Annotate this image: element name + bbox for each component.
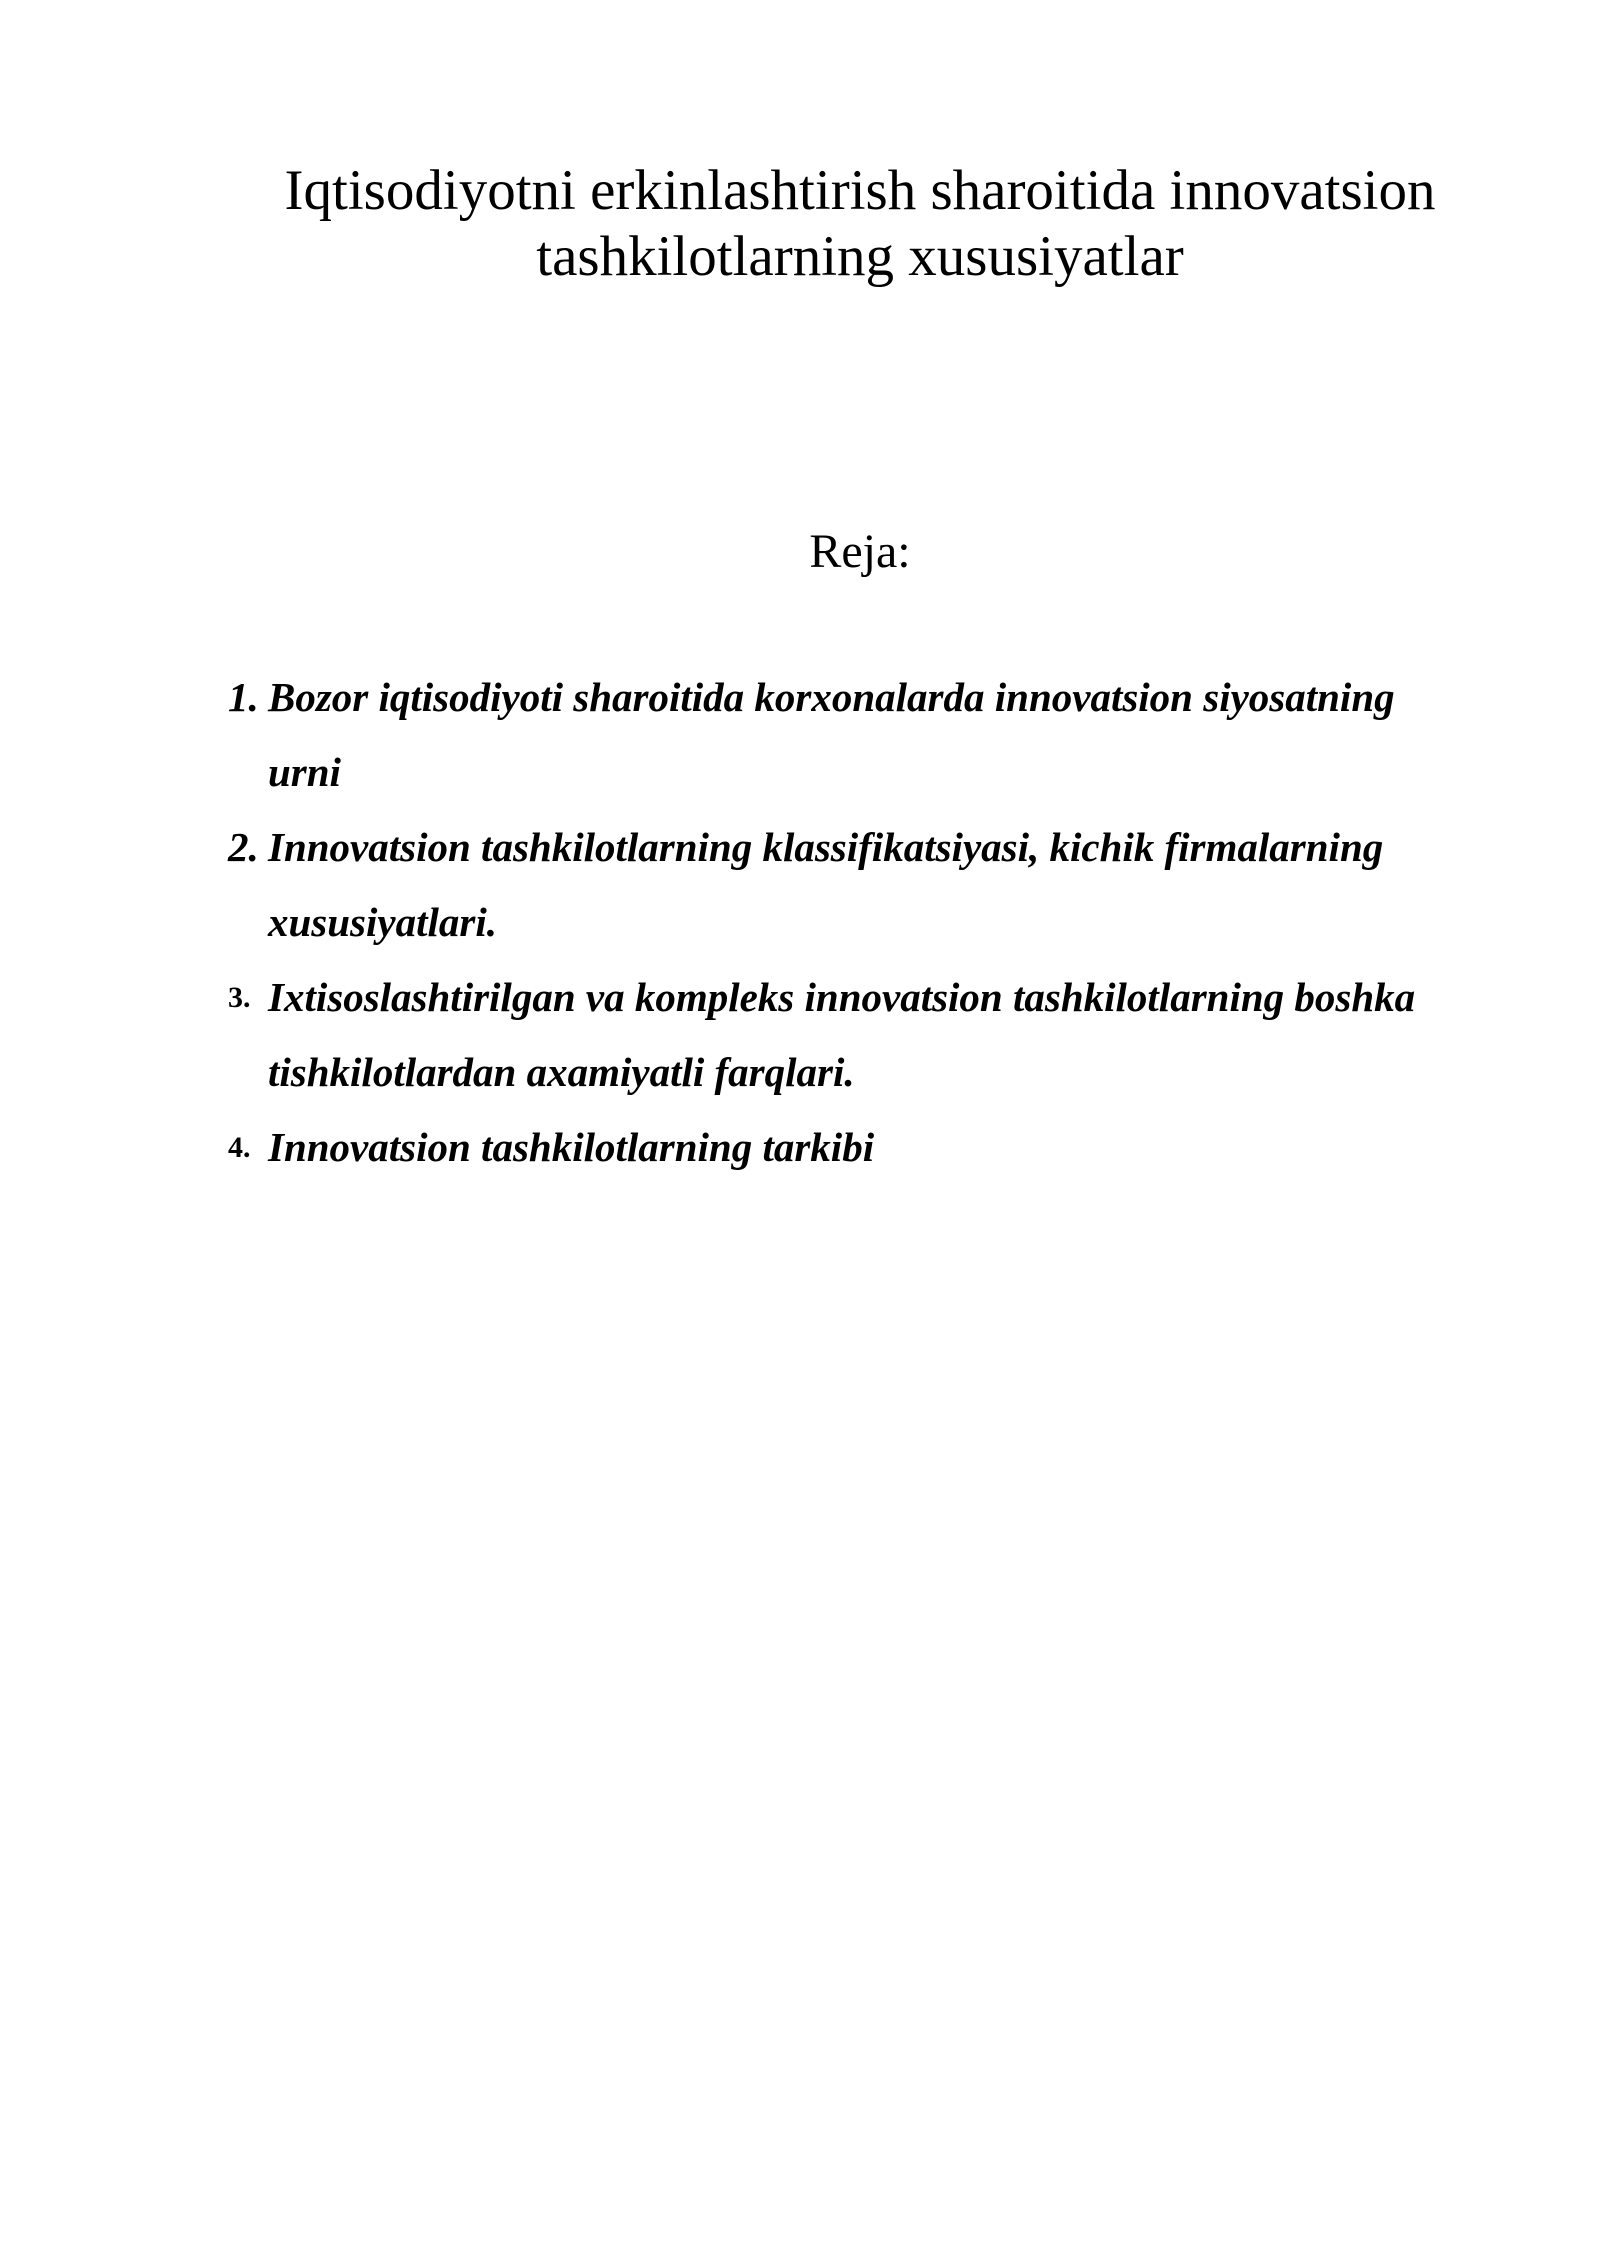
plan-item-text-continued: urni <box>268 749 341 795</box>
plan-item-text: Innovatsion tashkilotlarning klassifikatsiyasi, kichik firmalarning <box>268 824 1384 870</box>
plan-item-number: 3. <box>228 981 251 1014</box>
plan-item-number: 2. <box>228 824 259 870</box>
plan-item-number: 4. <box>228 1131 251 1164</box>
plan-heading: Reja: <box>809 525 911 578</box>
plan-item-text-continued: xususiyatlari. <box>268 899 497 945</box>
plan-item-text: Innovatsion tashkilotlarning tarkibi <box>268 1124 875 1170</box>
title-line-2: tashkilotlarning xususiyatlar <box>536 225 1184 288</box>
plan-item-text: Bozor iqtisodiyoti sharoitida korxonalarda innovatsion siyosatning <box>268 674 1395 720</box>
document-title <box>230 158 1490 290</box>
plan-item-number: 1. <box>228 674 259 720</box>
plan-item-text: Ixtisoslashtirilgan va kompleks innovatsion tashkilotlarning boshka <box>268 974 1416 1020</box>
plan-list <box>228 660 1528 1185</box>
title-line-1: Iqtisodiyotni erkinlashtirish sharoitida innovatsion <box>284 159 1436 222</box>
plan-item-3 <box>228 960 1528 1110</box>
plan-item-text-continued: tishkilotlardan axamiyatli farqlari. <box>268 1049 855 1095</box>
plan-item-2 <box>228 810 1528 960</box>
plan-item-1 <box>228 660 1528 810</box>
plan-item-4 <box>228 1110 1528 1185</box>
